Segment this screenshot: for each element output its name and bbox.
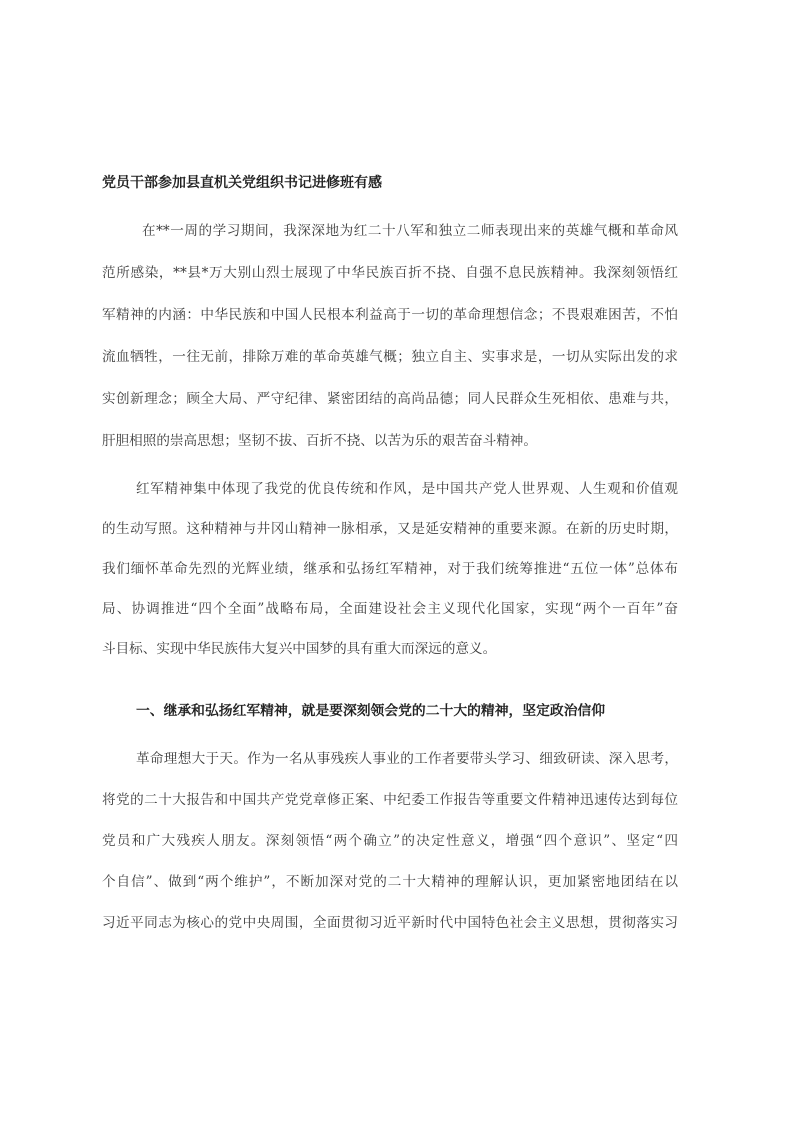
paragraph-line: 局、协调推进“四个全面”战略布局，全面建设社会主义现代化国家，实现“两个一百年”奋 [102,601,678,617]
paragraph-line: 范所感染，**县*万大别山烈士展现了中华民族百折不挠、自强不息民族精神。我深刻领悟红 [102,265,678,281]
document-title: 党员干部参加县直机关党组织书记进修班有感 [102,175,382,191]
paragraph-line: 将党的二十大报告和中国共产党党章修正案、中纪委工作报告等重要文件精神迅速传达到每位 [102,792,678,808]
paragraph-line: 的生动写照。这种精神与井冈山精神一脉相承，又是延安精神的重要来源。在新的历史时期， [102,521,678,537]
paragraph-line: 肝胆相照的崇高思想；坚韧不拔、百折不挠、以苦为乐的艰苦奋斗精神。 [102,433,537,449]
paragraph-line: 个自信”、做到“两个维护”，不断加深对党的二十大精神的理解认识，更加紧密地团结在以 [102,874,678,890]
paragraph-line: 革命理想大于天。作为一名从事残疾人事业的工作者要带头学习、细致研读、深入思考， [136,751,678,767]
paragraph-line: 斗目标、实现中华民族伟大复兴中国梦的具有重大而深远的意义。 [102,641,497,657]
paragraph-1 [102,210,678,462]
paragraph-line: 在**一周的学习期间，我深深地为红二十八军和独立二师表现出来的英雄气概和革命风 [142,223,678,239]
paragraph-3 [102,739,678,944]
paragraph-line: 习近平同志为核心的党中央周围，全面贯彻习近平新时代中国特色社会主义思想，贯彻落实习 [102,915,678,931]
paragraph-line: 红军精神集中体现了我党的优良传统和作风，是中国共产党人世界观、人生观和价值观 [136,481,678,497]
paragraph-2 [102,469,678,669]
paragraph-line: 流血牺牲，一往无前，排除万难的革命英雄气概；独立自主、实事求是，一切从实际出发的求 [102,349,678,365]
paragraph-line: 军精神的内涵：中华民族和中国人民根本利益高于一切的革命理想信念；不畏艰难困苦，不怕 [102,307,678,323]
section-heading: 一、继承和弘扬红军精神，就是要深刻领会党的二十大的精神，坚定政治信仰 [136,703,606,719]
paragraph-line: 实创新理念；顾全大局、严守纪律、紧密团结的高尚品德；同人民群众生死相依、患难与共， [102,391,678,407]
paragraph-line: 党员和广大残疾人朋友。深刻领悟“两个确立”的决定性意义，增强“四个意识”、坚定“四 [102,833,678,849]
paragraph-line: 我们缅怀革命先烈的光辉业绩，继承和弘扬红军精神，对于我们统筹推进“五位一体”总体布 [102,561,678,577]
